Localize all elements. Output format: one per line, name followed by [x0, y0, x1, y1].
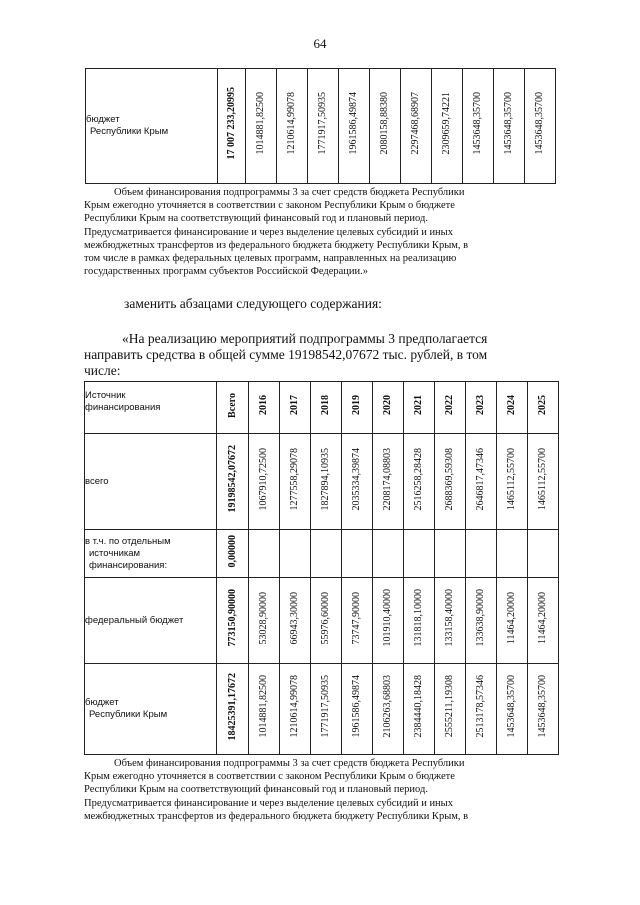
value-cell: 1277558,29078 — [280, 434, 311, 530]
table-row-by-source — [85, 530, 559, 578]
continued-budget-table — [85, 68, 556, 184]
value-cell — [435, 530, 466, 578]
value-cell: 1453648,35700 — [525, 69, 556, 184]
table-row-total — [85, 434, 559, 530]
value-cell: 2384440,18428 — [404, 664, 435, 755]
value-cell: 1210614,99078 — [280, 664, 311, 755]
value-cell — [404, 530, 435, 578]
value-cell: 1961586,49874 — [339, 69, 370, 184]
header-year: 2021 — [404, 382, 435, 434]
total-cell: 18425391,17672 — [217, 664, 249, 755]
value-cell: 2208174,08803 — [373, 434, 404, 530]
value-cell: 1453648,35700 — [497, 664, 528, 755]
value-cell: 1827894,10935 — [311, 434, 342, 530]
page-number: 64 — [313, 36, 327, 51]
value-cell: 2080158,88380 — [370, 69, 401, 184]
row-label: всего — [85, 434, 217, 530]
value-cell: 1961586,49874 — [342, 664, 373, 755]
header-year: 2023 — [466, 382, 497, 434]
total-cell: 0,00000 — [217, 530, 249, 578]
total-cell: 773150,90000 — [217, 578, 249, 664]
header-year: 2019 — [342, 382, 373, 434]
value-cell: 133638,90000 — [466, 578, 497, 664]
value-cell: 1014881,82500 — [246, 69, 277, 184]
value-cell — [373, 530, 404, 578]
value-cell: 2646817,47346 — [466, 434, 497, 530]
value-cell — [342, 530, 373, 578]
header-source-label: Источник финансирования — [85, 382, 217, 434]
value-cell — [497, 530, 528, 578]
value-cell — [466, 530, 497, 578]
row-label: федеральный бюджет — [85, 578, 217, 664]
table-row-federal — [85, 578, 559, 664]
table-row-crimea — [85, 664, 559, 755]
row-label: бюджет Республики Крым — [85, 664, 217, 755]
value-cell: 1067910,72500 — [249, 434, 280, 530]
value-cell: 1453648,35700 — [494, 69, 525, 184]
value-cell — [528, 530, 559, 578]
header-year: 2020 — [373, 382, 404, 434]
value-cell: 1465112,55700 — [497, 434, 528, 530]
value-cell: 1453648,35700 — [463, 69, 494, 184]
value-cell: 131818,10000 — [404, 578, 435, 664]
value-cell: 2513178,57346 — [466, 664, 497, 755]
value-cell: 66943,30000 — [280, 578, 311, 664]
header-year: 2018 — [311, 382, 342, 434]
value-cell: 2106263,68803 — [373, 664, 404, 755]
value-cell: 11464,20000 — [528, 578, 559, 664]
value-cell: 1453648,35700 — [528, 664, 559, 755]
value-cell: 2688369,59308 — [435, 434, 466, 530]
value-cell: 11464,20000 — [497, 578, 528, 664]
value-cell: 2555211,19308 — [435, 664, 466, 755]
value-cell — [249, 530, 280, 578]
header-row — [85, 382, 559, 434]
value-cell: 133158,40000 — [435, 578, 466, 664]
value-cell: 101910,40000 — [373, 578, 404, 664]
header-year: 2017 — [280, 382, 311, 434]
value-cell: 1465112,55700 — [528, 434, 559, 530]
value-cell: 2297468,68907 — [401, 69, 432, 184]
value-cell: 2035334,39874 — [342, 434, 373, 530]
value-cell: 1771917,50935 — [311, 664, 342, 755]
value-cell: 2516258,28428 — [404, 434, 435, 530]
header-year: 2024 — [497, 382, 528, 434]
value-cell: 2309659,74221 — [432, 69, 463, 184]
value-cell: 73747,90000 — [342, 578, 373, 664]
header-year: 2025 — [528, 382, 559, 434]
paragraph-financing-note: Объем финансирования подпрограммы 3 за счет средств бюджета Республики Крым ежегодно уточняется в соответствии с законом Республики Крым о бюджете Республики Крым на соответствующий финансовый год и плановый период. Предусматривается финансирование и через выделение целевых субсидий и иных межбюджетных трансфертов из федерального бюджета бюджету Республики Крым, в том числе в рамках федеральных целевых программ, направленных на реализацию государственных программ субъектов Российской Федерации.» — [84, 187, 469, 278]
value-cell: 1771917,50935 — [308, 69, 339, 184]
value-cell: 55976,60000 — [311, 578, 342, 664]
value-cell: 53028,90000 — [249, 578, 280, 664]
header-total: Всего — [217, 382, 249, 434]
value-cell — [280, 530, 311, 578]
total-cell: 17 007 233,20995 — [218, 69, 246, 184]
header-year: 2022 — [435, 382, 466, 434]
value-cell — [311, 530, 342, 578]
value-cell: 1210614,99078 — [277, 69, 308, 184]
paragraph-financing-note-2: Объем финансирования подпрограммы 3 за счет средств бюджета Республики Крым ежегодно уточняется в соответствии с законом Республики Крым о бюджете Республики Крым на соответствующий финансовый год и плановый период. Предусматривается финансирование и через выделение целевых субсидий и иных межбюджетных трансфертов из федерального бюджета бюджету Республики Крым, в — [84, 758, 469, 822]
financing-table — [84, 381, 559, 755]
row-label: в т.ч. по отдельным источникам финансирования: — [85, 530, 217, 578]
value-cell: 1014881,82500 — [249, 664, 280, 755]
row-label-crimea-budget: бюджет Республики Крым — [86, 69, 218, 184]
total-cell: 19198542,07672 — [217, 434, 249, 530]
intro-paragraph: «На реализацию мероприятий подпрограммы 3 предполагается направить средства в общей сумме 19198542,07672 тыс. рублей, в том числе: — [84, 331, 488, 378]
replace-instruction: заменить абзацами следующего содержания: — [124, 296, 382, 311]
header-year: 2016 — [249, 382, 280, 434]
